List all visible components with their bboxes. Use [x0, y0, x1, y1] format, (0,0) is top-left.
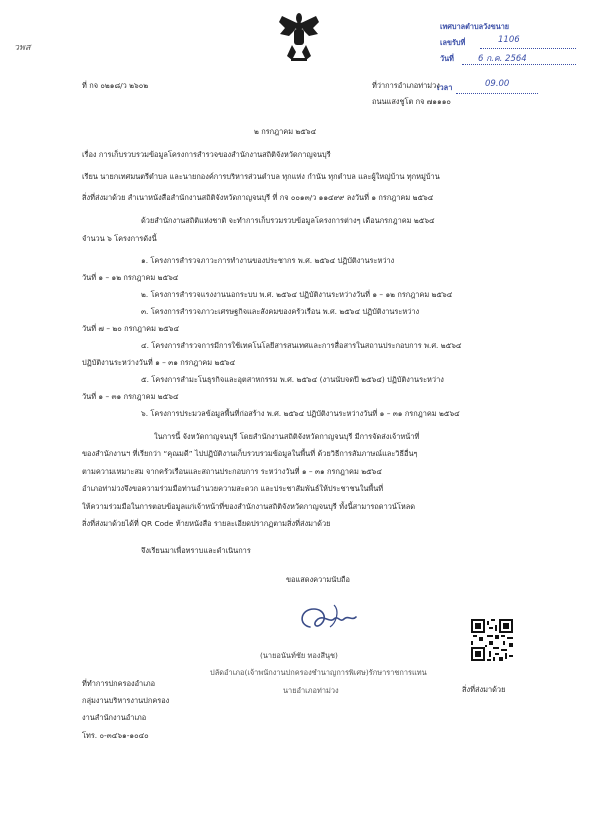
footer-line: กลุ่มงานบริหารงานปกครอง: [82, 696, 170, 705]
stamp-office: เทศบาลตำบลวังขนาย: [440, 22, 510, 31]
closing: จึงเรียนมาเพื่อทราบและดำเนินการ: [141, 546, 251, 555]
intro-line: ด้วยสำนักงานสถิติแห่งชาติ จะทำการเก็บรวมรวบข้อมูลโครงการต่างๆ เดือนกรกฎาคม ๒๕๖๔: [141, 216, 435, 225]
garuda-emblem: [277, 12, 321, 64]
project-line: ๑. โครงการสำรวจภาวะการทำงานของประชากร พ.ศ. ๒๕๖๔ ปฏิบัติงานระหว่าง: [141, 256, 395, 265]
qr-caption: สิ่งที่ส่งมาด้วย: [462, 685, 506, 694]
qr-code[interactable]: [471, 619, 513, 661]
body-line: สิ่งที่ส่งมาด้วยได้ที่ QR Code ท้ายหนังสือ รายละเอียดปรากฏตามสิ่งที่ส่งมาด้วย: [82, 519, 331, 528]
attachment: สิ่งที่ส่งมาด้วย สำเนาหนังสือสำนักงานสถิติจังหวัดกาญจนบุรี ที่ กจ ๐๐๑๓/ว ๑๑๔๙๙ ลงวันที่ ๑ กรกฎาคม ๒๕๖๔: [82, 193, 434, 202]
stamp-time-value: 09.00: [485, 79, 510, 89]
body-line: ตามความเหมาะสม จากครัวเรือนและสถานประกอบการ ระหว่างวันที่ ๑ – ๓๑ กรกฎาคม ๒๕๖๔: [82, 467, 382, 476]
body-line: ในการนี้ จังหวัดกาญจนบุรี โดยสำนักงานสถิติจังหวัดกาญจนบุรี มีการจัดส่งเจ้าหน้าที่: [154, 432, 420, 441]
body-line: ให้ความร่วมมือในการตอบข้อมูลแก่เจ้าหน้าที่ของสำนักงานสถิติจังหวัดกาญจนบุรี ทั้งนี้สามารถดาวน์โหลด: [82, 502, 416, 511]
doc-date: ๒ กรกฎาคม ๒๕๖๔: [254, 127, 317, 136]
recipient: เรียน นายกเทศมนตรีตำบล และนายกองค์การบริหารส่วนตำบล ทุกแห่ง กำนัน ทุกตำบล และผู้ใหญ่บ้าน ทุกหมู่บ้าน: [82, 172, 440, 181]
project-line: ๔. โครงการสำรวจการมีการใช้เทคโนโลยีสารสนเทศและการสื่อสารในสถานประกอบการ พ.ศ. ๒๕๖๔: [141, 341, 462, 350]
signer-name: (นายอนันท์ชัย ทองสีนุช): [260, 651, 338, 660]
stamp-date-label: วันที่: [440, 54, 454, 63]
project-line: ๒. โครงการสำรวจแรงงานนอกระบบ พ.ศ. ๒๕๖๔ ปฏิบัติงานระหว่างวันที่ ๑ – ๑๒ กรกฎาคม ๒๕๖๔: [141, 290, 453, 299]
footer-line: โทร. ๐-๓๔๖๑-๑๐๔๐: [82, 731, 149, 740]
subject: เรื่อง การเก็บรวบรวมข้อมูลโครงการสำรวจของสำนักงานสถิติจังหวัดกาญจนบุรี: [82, 150, 331, 159]
intro-line: จำนวน ๖ โครงการดังนี้: [82, 234, 157, 243]
body-line: ของสำนักงานฯ ที่เรียกว่า “คุณมดี” ไปปฏิบัติงานเก็บรวบรวมข้อมูลในพื้นที่ ด้วยวิธีการสัมภาษณ์และวิธีอื่นๆ: [82, 449, 418, 458]
project-line: วันที่ ๗ – ๒๐ กรกฎาคม ๒๕๖๔: [82, 324, 180, 333]
margin-note: วพส: [14, 43, 31, 53]
stamp-recv-no-value: 1106: [498, 35, 520, 45]
project-line: ๕. โครงการสำมะโนธุรกิจและอุตสาหกรรม พ.ศ. ๒๕๖๔ (งานนับจดปี ๒๕๖๔) ปฏิบัติงานระหว่าง: [141, 375, 444, 384]
footer-line: งานสำนักงานอำเภอ: [82, 713, 147, 722]
signer-position-2: นายอำเภอท่าม่วง: [283, 686, 339, 695]
receipt-stamp: [432, 22, 582, 70]
project-line: ๖. โครงการประมวลข้อมูลพื้นที่ก่อสร้าง พ.ศ. ๒๕๖๔ ปฏิบัติงานระหว่างวันที่ ๑ – ๓๑ กรกฎาคม ๒๕๖๔: [141, 409, 460, 418]
signer-position-1: ปลัดอำเภอ(เจ้าพนักงานปกครองชำนาญการพิเศษ)รักษาราชการแทน: [210, 668, 427, 677]
office-address-1: ที่ว่าการอำเภอท่าม่วง: [372, 81, 440, 90]
signature: [290, 597, 370, 645]
regards: ขอแสดงความนับถือ: [286, 575, 350, 584]
project-line: ปฏิบัติงานระหว่างวันที่ ๑ – ๓๑ กรกฎาคม ๒๕๖๔: [82, 358, 236, 367]
body-line: อำเภอท่าม่วงจึงขอความร่วมมือท่านอำนวยความสะดวก และประชาสัมพันธ์ให้ประชาชนในพื้นที่: [82, 484, 384, 493]
stamp-time-label: เวลา: [437, 83, 453, 92]
office-address-2: ถนนแสงชูโต กจ ๗๑๑๑๐: [372, 97, 451, 106]
stamp-recv-no-label: เลขรับที่: [440, 38, 466, 47]
stamp-date-value: 6 ก.ค. 2564: [478, 54, 527, 64]
doc-number: ที่ กจ ๐๒๑๘/ว ๒๖๐๒: [82, 81, 149, 90]
project-line: ๓. โครงการสำรวจภาวะเศรษฐกิจและสังคมของครัวเรือน พ.ศ. ๒๕๖๔ ปฏิบัติงานระหว่าง: [141, 307, 420, 316]
project-line: วันที่ ๑ – ๓๑ กรกฎาคม ๒๕๖๔: [82, 392, 179, 401]
project-line: วันที่ ๑ – ๑๒ กรกฎาคม ๒๕๖๔: [82, 273, 179, 282]
footer-line: ที่ทำการปกครองอำเภอ: [82, 679, 156, 688]
